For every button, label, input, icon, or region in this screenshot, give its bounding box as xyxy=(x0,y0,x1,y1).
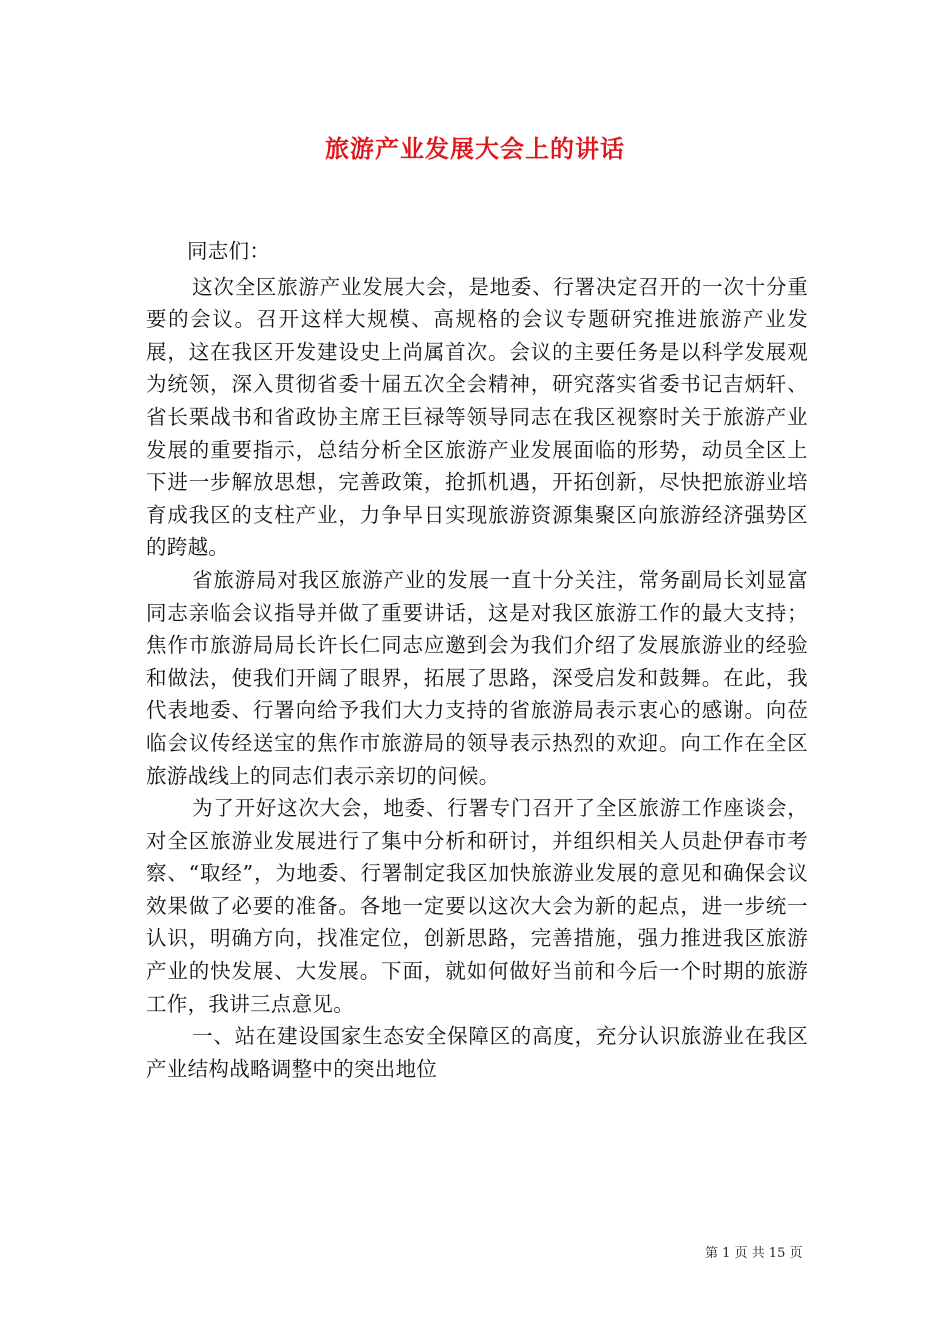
page-number-footer: 第 1 页 共 15 页 xyxy=(705,1246,803,1261)
document-body xyxy=(146,235,808,1085)
greeting: 同志们： xyxy=(187,239,271,263)
section-heading-1: 一、站在建设国家生态安全保障区的高度，充分认识旅游业在我区产业结构战略调整中的突出地位 xyxy=(146,1024,808,1081)
document-title: 旅游产业发展大会上的讲话 xyxy=(325,134,625,163)
paragraph-3: 为了开好这次大会，地委、行署专门召开了全区旅游工作座谈会，对全区旅游业发展进行了集中分析和研讨，并组织相关人员赴伊春市考察、“取经”，为地委、行署制定我区加快旅游业发展的意见和确保会议效果做了必要的准备。各地一定要以这次大会为新的起点，进一步统一认识，明确方向，找准定位，创新思路，完善措施，强力推进我区旅游产业的快发展、大发展。下面，就如何做好当前和今后一个时期的旅游工作，我讲三点意见。 xyxy=(146,796,808,1016)
paragraph-2: 省旅游局对我区旅游产业的发展一直十分关注，常务副局长刘显富同志亲临会议指导并做了重要讲话，这是对我区旅游工作的最大支持；焦作市旅游局局长许长仁同志应邀到会为我们介绍了发展旅游业的经验和做法，使我们开阔了眼界，拓展了思路，深受启发和鼓舞。在此，我代表地委、行署向给予我们大力支持的省旅游局表示衷心的感谢。向莅临会议传经送宝的焦作市旅游局的领导表示热烈的欢迎。向工作在全区旅游战线上的同志们表示亲切的问候。 xyxy=(146,567,808,788)
paragraph-1: 这次全区旅游产业发展大会，是地委、行署决定召开的一次十分重要的会议。召开这样大规模、高规格的会议专题研究推进旅游产业发展，这在我区开发建设史上尚属首次。会议的主要任务是以科学发展观为统领，深入贯彻省委十届五次全会精神，研究落实省委书记吉炳轩、省长栗战书和省政协主席王巨禄等领导同志在我区视察时关于旅游产业发展的重要指示，总结分析全区旅游产业发展面临的形势，动员全区上下进一步解放思想，完善政策，抢抓机遇，开拓创新，尽快把旅游业培育成我区的支柱产业，力争早日实现旅游资源集聚区向旅游经济强势区的跨越。 xyxy=(146,274,808,560)
